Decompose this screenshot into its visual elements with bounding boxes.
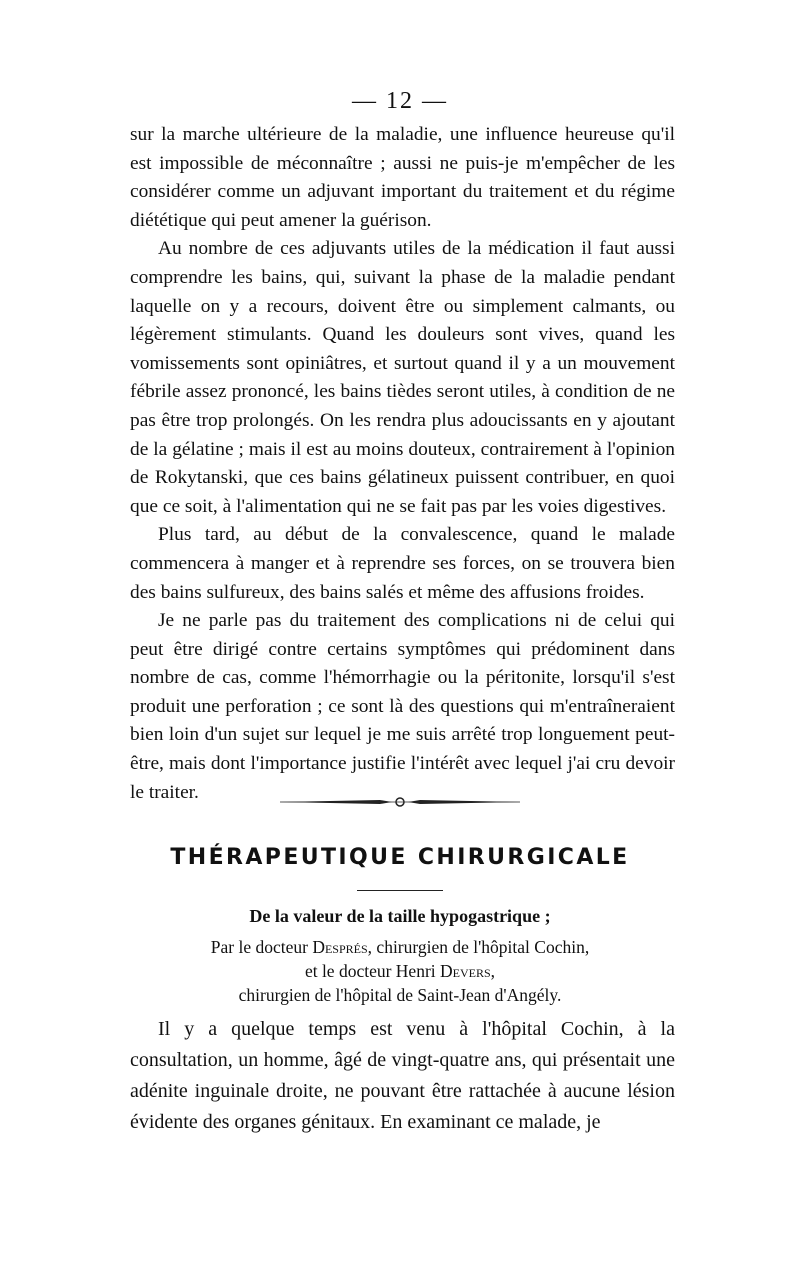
ornamental-separator — [280, 795, 520, 809]
author-name: Devers — [440, 961, 491, 981]
heading-rule — [357, 890, 443, 891]
paragraph: Il y a quelque temps est venu à l'hôpital Cochin, à la consultation, un homme, âgé de vingt-quatre ans, qui présentait une adénite inguinale droite, ne pouvant être rattachée à aucune lésion évidente des organes génitaux. En examinant ce malade, je — [130, 1018, 675, 1133]
article-text-block — [130, 1014, 675, 1138]
byline-line — [0, 935, 800, 959]
byline-suffix: , chirurgien de l'hôpital Cochin, — [367, 937, 590, 957]
byline-suffix: , — [490, 961, 496, 981]
byline-line: chirurgien de l'hôpital de Saint-Jean d'Angély. — [238, 985, 562, 1005]
page-number: — 12 — — [352, 88, 448, 114]
section-heading: THÉRAPEUTIQUE CHIRURGICALE — [170, 845, 630, 870]
paragraph: Plus tard, au début de la convalescence, quand le malade commencera à manger et à reprendre ses forces, on se trouvera bien des bains sulfureux, des bains salés et même des affusions froides. — [130, 524, 675, 603]
paragraph: Je ne parle pas du traitement des complications ni de celui qui peut être dirigé contre certains symptômes qui prédominent dans nombre de cas, comme l'hémorrhagie ou la péritonite, lorsqu'il s'est produit une perforation ; ce sont là des questions qui m'entraîneraient bien loin d'un sujet sur lequel je me suis arrêté trop longuement peut-être, mais dont l'importance justifie l'intérêt avec lequel j'ai cru devoir le traiter. — [130, 610, 675, 803]
byline-prefix: et le docteur Henri — [304, 961, 441, 981]
byline-prefix: Par le docteur — [210, 937, 313, 957]
author-name: Després — [312, 937, 368, 957]
paragraph: Au nombre de ces adjuvants utiles de la médication il faut aussi comprendre les bains, qui, suivant la phase de la maladie pendant laquelle on y a recours, doivent être ou simplement calmants, ou légèrement stimulants. Quand les douleurs sont vives, quand les vomissements sont opiniâtres, et surtout quand il y a un mouvement fébrile assez prononcé, les bains tièdes seront utiles, à condition de ne pas être trop prolongés. On les rendra plus adoucissants en y ajoutant de la gélatine ; mais il est au moins douteux, contrairement à l'opinion de Rokytanski, que ces bains gélatineux puissent contribuer, en quoi que ce soit, à l'alimentation qui ne se fait pas par les voies digestives. — [130, 238, 675, 517]
paragraph: sur la marche ultérieure de la maladie, une influence heureuse qu'il est impossible de méconnaître ; aussi ne puis-je m'empêcher de les considérer comme un adjuvant important du traitement et du régime diététique qui peut amener la guérison. — [130, 124, 675, 231]
article-title: De la valeur de la taille hypogastrique ; — [249, 906, 551, 926]
treatment-text-block — [130, 121, 675, 807]
byline-line — [0, 959, 800, 983]
